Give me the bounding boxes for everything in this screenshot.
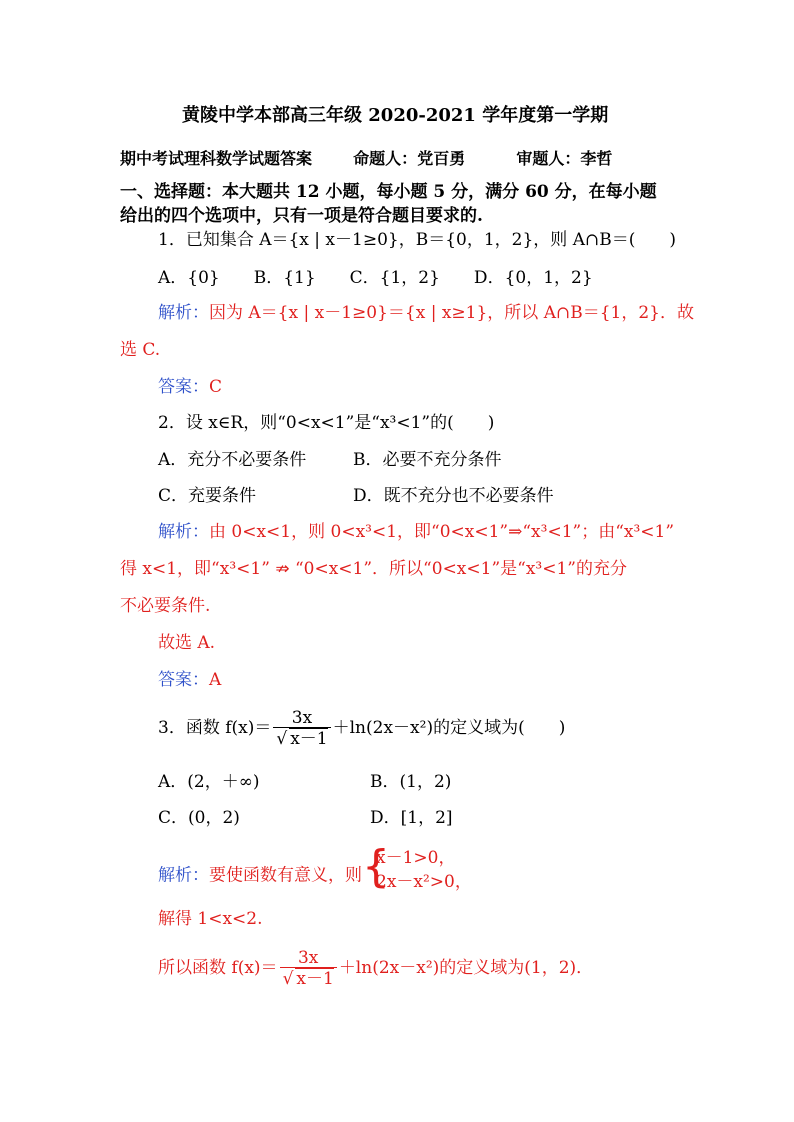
q3-case-2: 2x－x²>0， — [376, 872, 472, 892]
q2-analysis-line3: 不必要条件. — [120, 596, 211, 616]
author-name: 党百勇 — [417, 149, 466, 168]
q3-analysis-text: 要使函数有意义，则 — [209, 865, 362, 886]
left-brace-icon: { — [362, 841, 390, 892]
q3-conclusion — [158, 948, 593, 989]
q3-option-d: D．[1，2] — [370, 808, 453, 828]
q2-option-c: C．充要条件 — [158, 486, 257, 506]
q1-answer-label: 答案： — [158, 377, 209, 397]
q2-option-b: B．必要不充分条件 — [353, 450, 502, 470]
q3-conclusion-fraction — [280, 949, 337, 989]
q1-analysis-label: 解析： — [158, 303, 209, 323]
q3-conclusion-frac-num: 3x — [297, 947, 319, 968]
q3-option-a: A．(2，＋∞) — [158, 772, 260, 792]
q2-answer — [158, 668, 221, 692]
q3-fraction — [273, 709, 330, 749]
q3-option-b: B．(1，2) — [370, 772, 452, 792]
q1-analysis-text: 因为 A＝{x | x－1≥0}＝{x | x≥1}，所以 A∩B＝{1，2}．故 — [209, 303, 694, 323]
q3-stem — [158, 708, 565, 749]
q3-stem-pre: 3．函数 f(x)＝ — [158, 718, 272, 738]
q1-analysis — [158, 301, 694, 325]
q1-analysis-cont: 选 C. — [120, 340, 161, 360]
q2-stem: 2．设 x∈R，则“0<x<1”是“x³<1”的( ) — [158, 413, 495, 433]
q3-analysis-label: 解析： — [158, 865, 209, 886]
document-title: 黄陵中学本部高三年级 2020-2021 学年度第一学期 — [182, 105, 609, 126]
q2-analysis-line2 — [120, 557, 627, 581]
q3-frac-den: √ x－1 — [273, 727, 330, 749]
q3-solve: 解得 1<x<2. — [158, 909, 263, 929]
q1-options: A．{0} B．{1} C．{1，2} D．{0，1，2} — [158, 268, 593, 288]
q3-conclusion-sqrt-radicand: x－1 — [296, 968, 334, 989]
q2-option-a: A．充分不必要条件 — [158, 450, 307, 470]
q3-analysis — [158, 841, 472, 906]
q2-conclusion: 故选 A. — [158, 633, 216, 653]
q2-option-d: D．既不充分也不必要条件 — [353, 486, 554, 506]
q2-analysis — [158, 520, 674, 544]
q3-case-1: x－1>0， — [376, 848, 456, 868]
q3-frac-num: 3x — [291, 707, 313, 728]
author-label: 命题人： — [353, 149, 418, 168]
q3-stem-post: ＋ln(2x－x²)的定义域为( ) — [332, 718, 566, 738]
reviewer-name: 李哲 — [580, 149, 613, 168]
q3-conclusion-post: ＋ln(2x－x²)的定义域为(1，2)． — [338, 958, 594, 978]
subtitle-text: 期中考试理科数学试题答案 — [120, 149, 313, 168]
q3-sqrt-radicand: x－1 — [290, 728, 328, 749]
not-implies-symbol: ⇏ — [275, 559, 290, 579]
q2-analysis-l2b: “0<x<1”．所以“0<x<1”是“x³<1”的充分 — [294, 559, 627, 579]
q1-answer-value: C — [209, 377, 223, 397]
q3-conclusion-frac-den: √ x－1 — [280, 967, 337, 989]
q2-analysis-text: 由 0<x<1，则 0<x³<1，即“0<x<1”⇒“x³<1”；由“x³<1” — [209, 522, 675, 542]
q3-option-c: C．(0，2) — [158, 808, 240, 828]
q3-conclusion-pre: 所以函数 f(x)＝ — [158, 958, 278, 978]
section-heading-line1: 一、选择题：本大题共 12 小题，每小题 5 分，满分 60 分，在每小题 — [120, 182, 657, 202]
q2-answer-label: 答案： — [158, 670, 209, 690]
document-subtitle — [120, 147, 612, 171]
q1-stem: 1．已知集合 A＝{x | x－1≥0}，B＝{0，1，2}，则 A∩B＝( ) — [158, 230, 676, 250]
q3-case-system — [362, 841, 472, 906]
q2-analysis-label: 解析： — [158, 522, 209, 542]
reviewer-label: 审题人： — [516, 149, 581, 168]
section-heading-line2: 给出的四个选项中，只有一项是符合题目要求的. — [120, 206, 483, 226]
q2-analysis-l2a: 得 x<1，即“x³<1” — [120, 559, 270, 579]
q2-answer-value: A — [209, 670, 222, 690]
q1-answer — [158, 375, 222, 399]
